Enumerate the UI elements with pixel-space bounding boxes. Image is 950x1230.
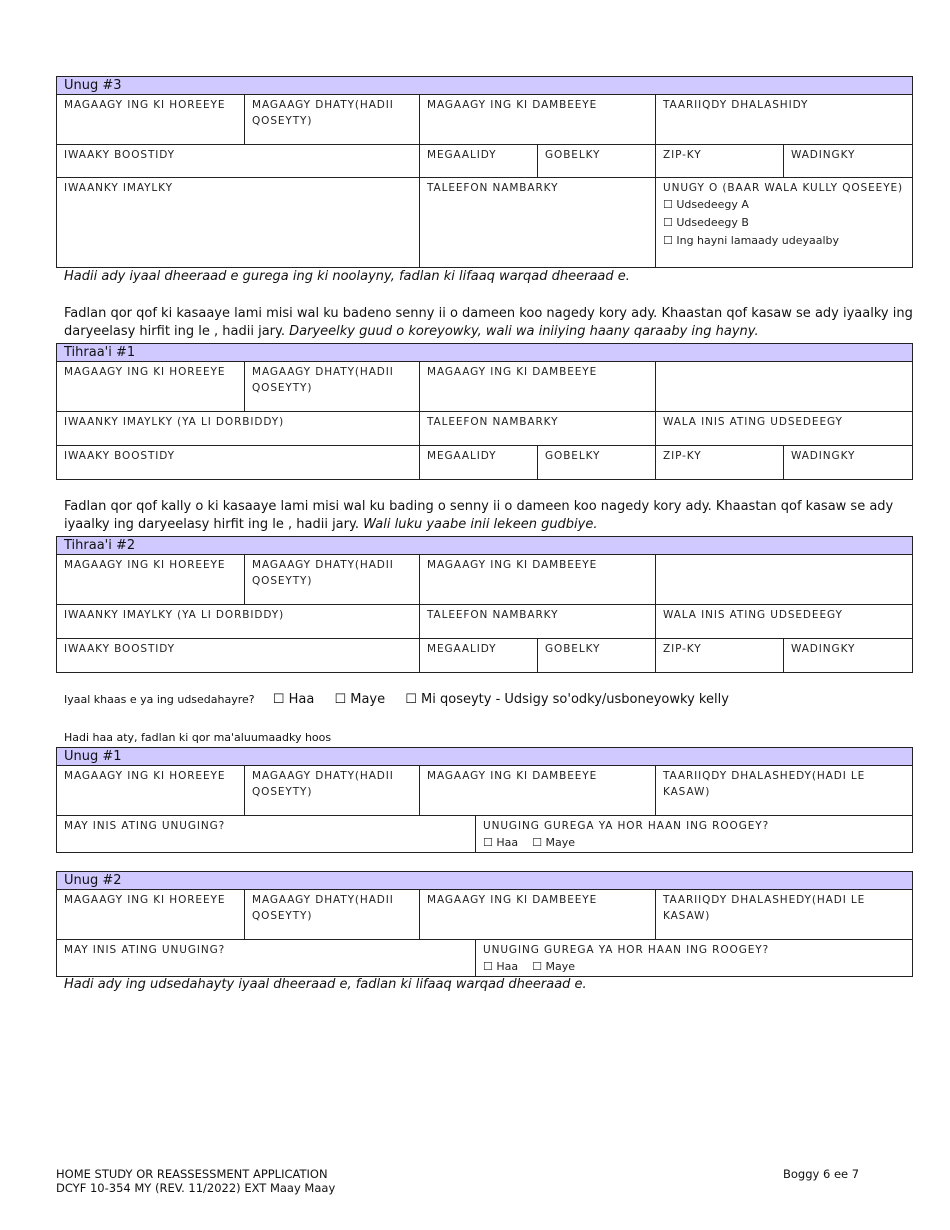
middle-name-field[interactable]: MAGAAGY DHATY(HADII QOSEYTY) <box>245 890 420 940</box>
reference-2-table <box>56 536 913 673</box>
county-field[interactable]: GOBELKY <box>538 639 656 673</box>
state-field[interactable]: WADINGKY <box>784 639 913 673</box>
child-2-table <box>56 871 913 977</box>
county-field[interactable]: GOBELKY <box>538 446 656 480</box>
dob-field[interactable]: TAARIIQDY DHALASHEDY(HADI LE KASAW) <box>656 890 913 940</box>
address-field[interactable]: IWAAKY BOOSTIDY <box>57 145 420 178</box>
phone-field[interactable]: TALEEFON NAMBARKY <box>420 178 656 268</box>
phone-field[interactable]: TALEEFON NAMBARKY <box>420 412 656 446</box>
yes-checkbox[interactable]: ☐ Haa <box>272 692 315 707</box>
middle-name-field[interactable]: MAGAAGY DHATY(HADII QOSEYTY) <box>245 766 420 816</box>
page-number: Boggy 6 ee 7 <box>783 1167 860 1181</box>
first-name-field[interactable]: MAGAAGY ING KI HOREEYE <box>57 890 245 940</box>
county-field[interactable]: GOBELKY <box>538 145 656 178</box>
form-number: DCYF 10-354 MY (REV. 11/2022) EXT Maay Maay <box>56 1181 336 1195</box>
first-name-field[interactable]: MAGAAGY ING KI HOREEYE <box>57 95 245 145</box>
question-text: Iyaal khaas e ya ing udsedahayre? <box>64 693 255 706</box>
state-field[interactable]: WADINGKY <box>784 446 913 480</box>
option-parent-a[interactable]: ☐ Udsedeegy A <box>663 198 749 211</box>
city-field[interactable]: MEGAALIDY <box>420 446 538 480</box>
zip-field[interactable]: ZIP-KY <box>656 145 784 178</box>
city-field[interactable]: MEGAALIDY <box>420 639 538 673</box>
address-field[interactable]: IWAAKY BOOSTIDY <box>57 639 420 673</box>
child-3-table <box>56 76 913 268</box>
option-both[interactable]: ☐ Ing hayni lamaady udeyaalby <box>663 234 840 247</box>
blank-field[interactable] <box>656 362 913 412</box>
age-field[interactable]: MAY INIS ATING UNUGING? <box>57 940 476 977</box>
child-1-table <box>56 747 913 853</box>
section-header: Unug #1 <box>57 748 913 766</box>
first-name-field[interactable]: MAGAAGY ING KI HOREEYE <box>57 766 245 816</box>
additional-children-note-2: Hadi ady ing udsedahayty iyaal dheeraad e, fadlan ki lifaaq warqad dheeraad e. <box>64 977 587 992</box>
state-field[interactable]: WADINGKY <box>784 145 913 178</box>
section-header: Tihraa'i #1 <box>57 344 913 362</box>
lives-in-home-field: UNUGING GUREGA YA HOR HAAN ING ROOGEY? ☐ Haa ☐ Maye <box>476 940 913 977</box>
no-checkbox[interactable]: ☐ Maye <box>334 692 386 707</box>
child-of-field: UNUGY O (BAAR WALA KULLY QOSEEYE) ☐ Udsedeegy A ☐ Udsedeegy B ☐ Ing hayni lamaady udeyaalby <box>656 178 913 268</box>
zip-field[interactable]: ZIP-KY <box>656 639 784 673</box>
last-name-field[interactable]: MAGAAGY ING KI DAMBEEYE <box>420 555 656 605</box>
zip-field[interactable]: ZIP-KY <box>656 446 784 480</box>
age-field[interactable]: MAY INIS ATING UNUGING? <box>57 816 476 853</box>
reference-1-instructions: Fadlan qor qof ki kasaaye lami misi wal ku badeno senny ii o dameen koo nagedy kory ady. Khaastan qof kasaw se ady iyaalky ing daryeelasy hirfit ing le , hadii jary. Daryeelky guud o koreyowky, wali wa iniiying haany qaraaby ing hayny. <box>64 306 913 339</box>
special-needs-question <box>64 692 745 707</box>
option-parent-b[interactable]: ☐ Udsedeegy B <box>663 216 749 229</box>
section-header: Unug #3 <box>57 77 913 95</box>
last-name-field[interactable]: MAGAAGY ING KI DAMBEEYE <box>420 95 656 145</box>
city-field[interactable]: MEGAALIDY <box>420 145 538 178</box>
years-known-field[interactable]: WALA INIS ATING UDSEDEEGY <box>656 605 913 639</box>
no-checkbox[interactable]: ☐ Maye <box>532 836 575 849</box>
last-name-field[interactable]: MAGAAGY ING KI DAMBEEYE <box>420 362 656 412</box>
last-name-field[interactable]: MAGAAGY ING KI DAMBEEYE <box>420 766 656 816</box>
last-name-field[interactable]: MAGAAGY ING KI DAMBEEYE <box>420 890 656 940</box>
dob-field[interactable]: TAARIIQDY DHALASHIDY <box>656 95 913 145</box>
middle-name-field[interactable]: MAGAAGY DHATY(HADII QOSEYTY) <box>245 95 420 145</box>
additional-children-note: Hadii ady iyaal dheeraad e gurega ing ki noolayny, fadlan ki lifaaq warqad dheeraad e. <box>64 269 630 284</box>
email-field[interactable]: IWAANKY IMAYLKY (YA LI DORBIDDY) <box>57 605 420 639</box>
years-known-field[interactable]: WALA INIS ATING UDSEDEEGY <box>656 412 913 446</box>
footer <box>56 1167 335 1195</box>
unknown-checkbox[interactable]: ☐ Mi qoseyty - Udsigy so'odky/usboneyowky kelly <box>405 692 729 707</box>
no-checkbox[interactable]: ☐ Maye <box>532 960 575 973</box>
phone-field[interactable]: TALEEFON NAMBARKY <box>420 605 656 639</box>
yes-checkbox[interactable]: ☐ Haa <box>483 836 519 849</box>
section-header: Tihraa'i #2 <box>57 537 913 555</box>
lives-in-home-field: UNUGING GUREGA YA HOR HAAN ING ROOGEY? ☐ Haa ☐ Maye <box>476 816 913 853</box>
blank-field[interactable] <box>656 555 913 605</box>
dob-field[interactable]: TAARIIQDY DHALASHEDY(HADI LE KASAW) <box>656 766 913 816</box>
form-title: HOME STUDY OR REASSESSMENT APPLICATION <box>56 1167 328 1181</box>
middle-name-field[interactable]: MAGAAGY DHATY(HADII QOSEYTY) <box>245 555 420 605</box>
first-name-field[interactable]: MAGAAGY ING KI HOREEYE <box>57 555 245 605</box>
email-field[interactable]: IWAANKY IMAYLKY (YA LI DORBIDDY) <box>57 412 420 446</box>
reference-1-table <box>56 343 913 480</box>
section-header: Unug #2 <box>57 872 913 890</box>
address-field[interactable]: IWAAKY BOOSTIDY <box>57 446 420 480</box>
middle-name-field[interactable]: MAGAAGY DHATY(HADII QOSEYTY) <box>245 362 420 412</box>
reference-2-instructions: Fadlan qor qof kally o ki kasaaye lami misi wal ku bading o senny ii o dameen koo nagedy kory ady. Khaastan qof kasaw se ady iyaalky ing daryeelasy hirfit ing le , hadii jary. Wali luku yaabe inii lekeen gudbiye. <box>64 499 894 532</box>
yes-checkbox[interactable]: ☐ Haa <box>483 960 519 973</box>
first-name-field[interactable]: MAGAAGY ING KI HOREEYE <box>57 362 245 412</box>
email-field[interactable]: IWAANKY IMAYLKY <box>57 178 420 268</box>
instructions-hint: Hadi haa aty, fadlan ki qor ma'aluumaadky hoos <box>64 731 332 744</box>
